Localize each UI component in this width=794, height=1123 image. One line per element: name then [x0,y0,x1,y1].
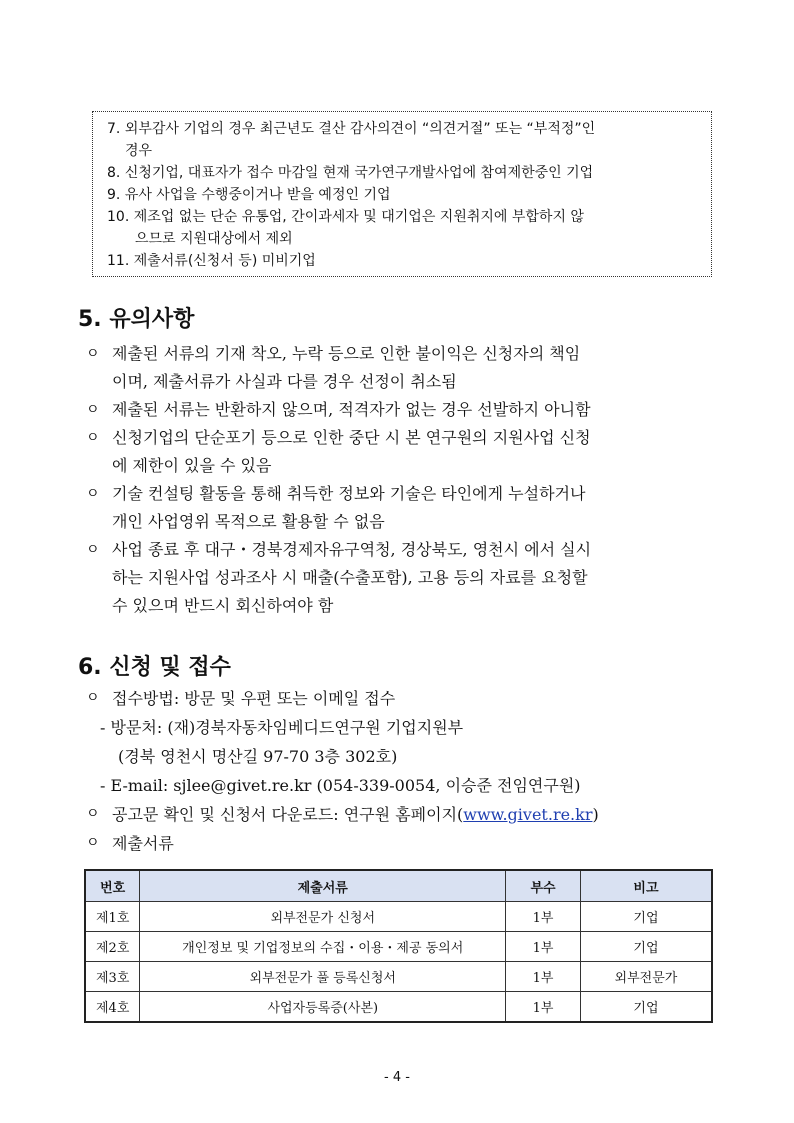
criteria-number: 10. [107,209,130,225]
bullet-circle-icon: ㅇ [86,690,100,706]
criteria-text: 제조업 없는 단순 유통업, 간이과세자 및 대기업은 지원취지에 부합하지 않 [133,209,584,225]
cell-document: 개인정보 및 기업정보의 수집・이용・제공 동의서 [140,932,506,962]
criteria-text: 제출서류(신청서 등) 미비기업 [133,253,316,269]
bullet-circle-icon: ㅇ [86,402,100,418]
criteria-number: 7. [107,121,121,137]
precaution-item [82,396,722,424]
header-copies: 부수 [506,870,581,902]
precaution-line: 사업 종료 후 대구・경북경제자유구역청, 경상북도, 영천시 에서 실시 [112,540,592,559]
bullet-circle-icon: ㅇ [86,542,100,558]
precaution-item [82,536,722,620]
section-5-heading: 5. 유의사항 [78,307,195,332]
criteria-continuation: 경우 [125,143,153,159]
cell-remarks: 외부전문가 [580,962,712,992]
visit-location: - 방문처: (재)경북자동차임베디드연구원 기업지원부 [100,718,464,737]
criteria-text: 외부감사 기업의 경우 최근년도 결산 감사의견이 “의견거절” 또는 “부적정”인 [124,121,596,137]
documents-label: 제출서류 [112,834,174,853]
visit-address: (경북 영천시 명산길 97-70 3층 302호) [118,747,398,766]
cell-remarks: 기업 [580,902,712,932]
ineligible-criteria-box [92,111,712,277]
criteria-number: 8. [107,165,121,181]
precaution-line: 제출된 서류는 반환하지 않으며, 적격자가 없는 경우 선발하지 아니함 [112,400,591,419]
precautions-list [82,340,722,620]
cell-number: 제3호 [85,962,140,992]
criteria-item [107,184,703,206]
application-section [82,684,722,858]
criteria-text: 유사 사업을 수행중이거나 받을 예정인 기업 [124,187,391,203]
cell-document: 외부전문가 풀 등록신청서 [140,962,506,992]
bullet-circle-icon: ㅇ [86,486,100,502]
email-contact: - E-mail: sjlee@givet.re.kr (054-339-0054, 이승준 전임연구원) [100,776,581,795]
precaution-line: 제출된 서류의 기재 착오, 누락 등으로 인한 불이익은 신청자의 책임 [112,344,581,363]
cell-copies: 1부 [506,932,581,962]
documents-label-row [82,829,722,858]
notice-prefix: 공고문 확인 및 신청서 다운로드: 연구원 홈페이지( [112,805,464,824]
criteria-number: 9. [107,187,121,203]
table-row [85,992,712,1023]
precaution-item [82,480,722,536]
header-document: 제출서류 [140,870,506,902]
table-row [85,902,712,932]
cell-copies: 1부 [506,992,581,1023]
cell-copies: 1부 [506,902,581,932]
cell-copies: 1부 [506,962,581,992]
criteria-item [107,162,703,184]
precaution-line: 신청기업의 단순포기 등으로 인한 중단 시 본 연구원의 지원사업 신청 [112,428,591,447]
cell-remarks: 기업 [580,932,712,962]
page-number: - 4 - [384,1070,410,1085]
precaution-item [82,340,722,396]
precaution-line: 하는 지원사업 성과조사 시 매출(수출포함), 고용 등의 자료를 요청할 [112,568,588,587]
cell-remarks: 기업 [580,992,712,1023]
precaution-item [82,424,722,480]
cell-number: 제1호 [85,902,140,932]
cell-number: 제2호 [85,932,140,962]
table-row [85,962,712,992]
homepage-link[interactable]: www.givet.re.kr [463,805,593,824]
section-6-heading: 6. 신청 및 접수 [78,655,231,680]
method-text: 접수방법: 방문 및 우편 또는 이메일 접수 [112,689,396,708]
criteria-continuation: 으므로 지원대상에서 제외 [135,231,293,247]
criteria-item [107,118,703,162]
precaution-line: 기술 컨설팅 활동을 통해 취득한 정보와 기술은 타인에게 누설하거나 [112,484,586,503]
table-header-row [85,870,712,902]
header-remarks: 비고 [580,870,712,902]
precaution-line: 수 있으며 반드시 회신하여야 함 [112,596,334,615]
criteria-item [107,206,703,250]
bullet-circle-icon: ㅇ [86,835,100,851]
cell-document: 사업자등록증(사본) [140,992,506,1023]
table-row [85,932,712,962]
precaution-line: 이며, 제출서류가 사실과 다를 경우 선정이 취소됨 [112,372,457,391]
cell-document: 외부전문가 신청서 [140,902,506,932]
cell-number: 제4호 [85,992,140,1023]
header-number: 번호 [85,870,140,902]
application-method [82,684,722,713]
notice-download [82,800,722,829]
precaution-line: 에 제한이 있을 수 있음 [112,456,272,475]
criteria-item [107,250,703,272]
criteria-number: 11. [107,253,130,269]
bullet-circle-icon: ㅇ [86,806,100,822]
precaution-line: 개인 사업영위 목적으로 활용할 수 없음 [112,512,385,531]
notice-suffix: ) [592,805,599,824]
bullet-circle-icon: ㅇ [86,346,100,362]
bullet-circle-icon: ㅇ [86,430,100,446]
required-documents-table [84,869,713,1023]
criteria-text: 신청기업, 대표자가 접수 마감일 현재 국가연구개발사업에 참여제한중인 기업 [124,165,594,181]
